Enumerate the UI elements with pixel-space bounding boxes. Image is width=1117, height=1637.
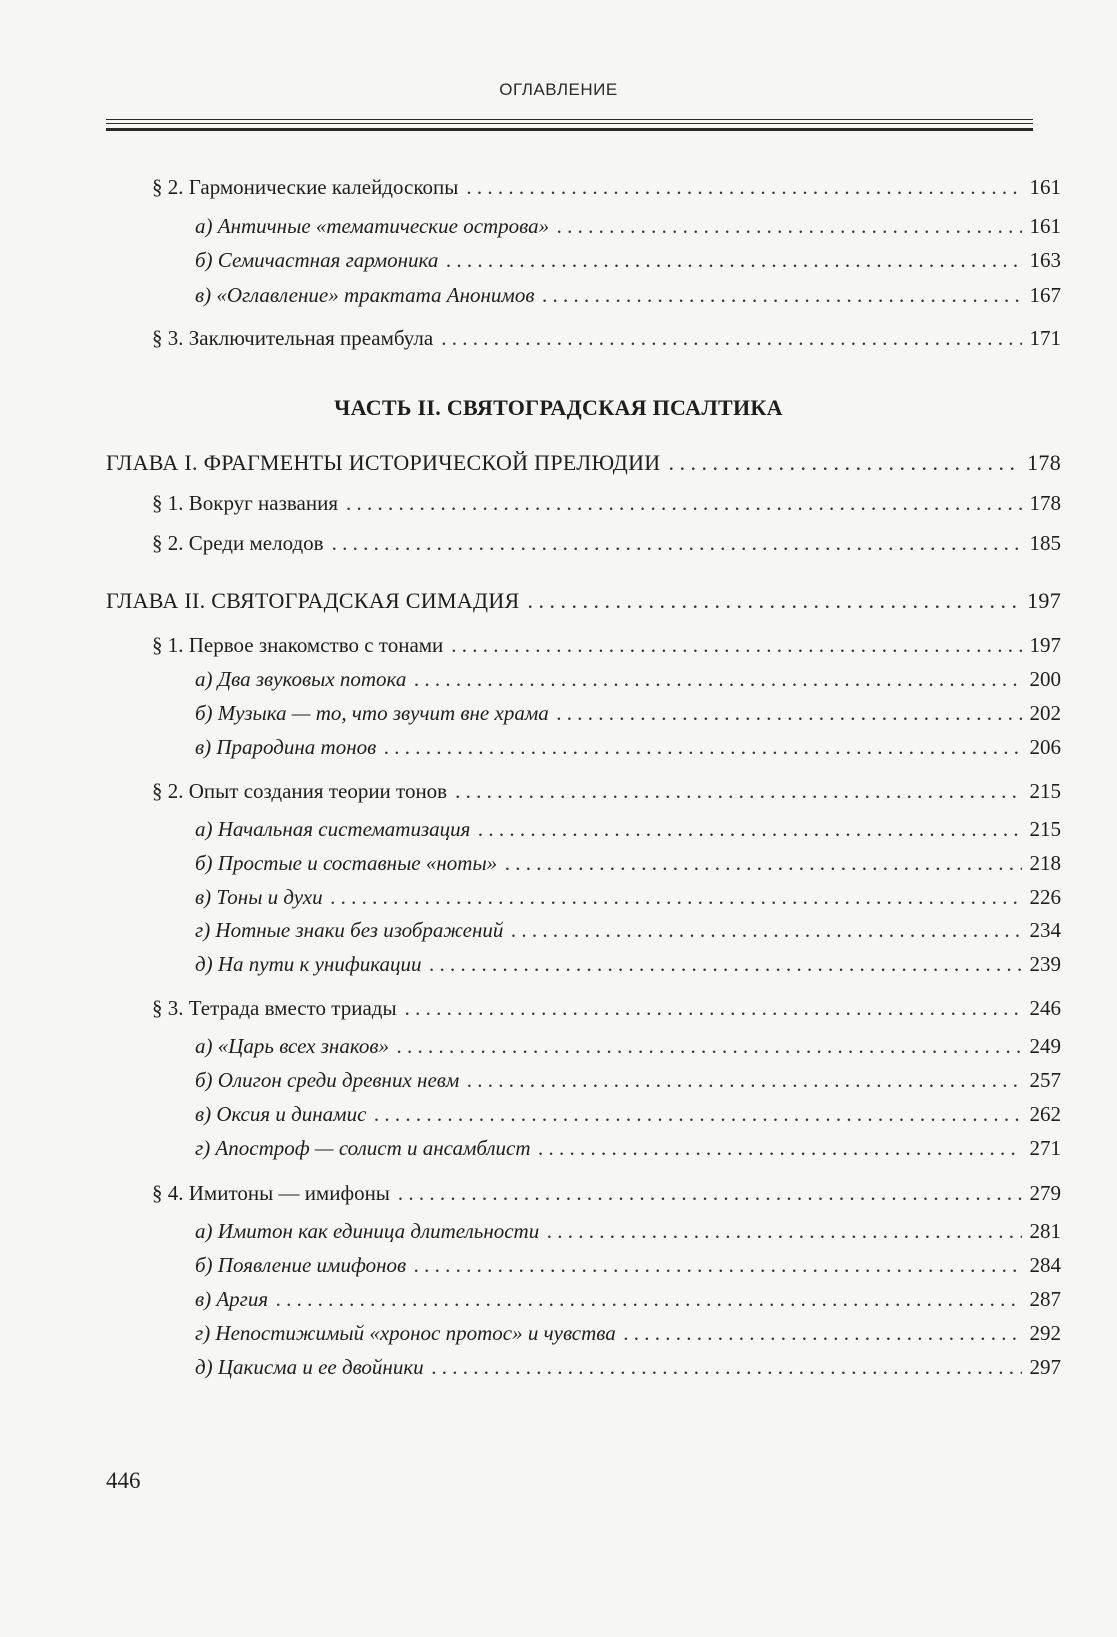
toc-entry-label: а) Имитон как единица длительности: [195, 1219, 540, 1243]
toc-page-number: 163: [1029, 248, 1061, 272]
toc-page-number: 161: [1029, 214, 1061, 238]
toc-entry-label: § 2. Среди мелодов: [152, 531, 324, 555]
toc-subsection-entry[interactable]: [195, 1252, 1061, 1278]
dot-leader: [478, 816, 1021, 842]
toc-entry-label: а) Античные «тематические острова»: [195, 214, 550, 238]
header-rule-thick: [106, 128, 1033, 131]
toc-entry-label: в) Аргия: [195, 1287, 269, 1311]
toc-page-number: 271: [1029, 1136, 1061, 1160]
dot-leader: [374, 1101, 1021, 1127]
toc-section-entry[interactable]: [152, 530, 1061, 556]
toc-entry-label: а) «Царь всех знаков»: [195, 1034, 389, 1058]
toc-entry-label: в) Тоны и духи: [195, 885, 323, 909]
toc-page-number: 262: [1029, 1102, 1061, 1126]
toc-subsection-entry[interactable]: [195, 884, 1061, 910]
header-rule-thin: [106, 119, 1033, 120]
toc-subsection-entry[interactable]: [195, 1320, 1061, 1346]
toc-entry-label: а) Два звуковых потока: [195, 667, 407, 691]
toc-entry-label: § 2. Гармонические калейдоскопы: [152, 175, 459, 199]
toc-page-number: 246: [1029, 996, 1061, 1020]
dot-leader: [331, 884, 1022, 910]
toc-page-number: 215: [1029, 779, 1061, 803]
toc-page-number: 171: [1029, 326, 1061, 350]
dot-leader: [539, 1135, 1022, 1161]
toc-subsection-entry[interactable]: [195, 213, 1061, 239]
toc-entry-label: г) Нотные знаки без изображений: [195, 918, 504, 942]
toc-page-number: 167: [1029, 283, 1061, 307]
toc-subsection-entry[interactable]: [195, 247, 1061, 273]
toc-page-number: 284: [1029, 1253, 1061, 1277]
toc-page-number: 185: [1029, 531, 1061, 555]
toc-entry-label: ГЛАВА II. СВЯТОГРАДСКАЯ СИМАДИЯ: [106, 588, 520, 613]
toc-subsection-entry[interactable]: [195, 700, 1061, 726]
toc-page-number: 215: [1029, 817, 1061, 841]
dot-leader: [441, 325, 1021, 351]
toc-page-number: 257: [1029, 1068, 1061, 1092]
toc-subsection-entry[interactable]: [195, 1067, 1061, 1093]
toc-page-number: 249: [1029, 1034, 1061, 1058]
toc-page-number: 178: [1029, 491, 1061, 515]
toc-section-entry[interactable]: [152, 325, 1061, 351]
toc-subsection-entry[interactable]: [195, 1218, 1061, 1244]
toc-page-number: 161: [1029, 175, 1061, 199]
dot-leader: [384, 734, 1021, 760]
dot-leader: [505, 850, 1021, 876]
toc-entry-label: § 1. Вокруг названия: [152, 491, 338, 515]
dot-leader: [398, 1180, 1022, 1206]
dot-leader: [451, 632, 1021, 658]
toc-entry-label: г) Апостроф — солист и ансамблист: [195, 1136, 531, 1160]
toc-page-number: 297: [1029, 1355, 1061, 1379]
toc-page-number: 206: [1029, 735, 1061, 759]
dot-leader: [276, 1286, 1021, 1312]
toc-entry-label: § 3. Заключительная преамбула: [152, 326, 434, 350]
toc-page-number: 178: [1027, 450, 1061, 475]
dot-leader: [430, 951, 1022, 977]
toc-page-number: 234: [1029, 918, 1061, 942]
toc-chapter-entry[interactable]: [106, 450, 1061, 476]
toc-entry-label: б) Олигон среди древних невм: [195, 1068, 460, 1092]
dot-leader: [346, 490, 1022, 516]
toc-page-number: 281: [1029, 1219, 1061, 1243]
toc-entry-label: б) Простые и составные «ноты»: [195, 851, 498, 875]
toc-page-number: 200: [1029, 667, 1061, 691]
toc-subsection-entry[interactable]: [195, 1286, 1061, 1312]
toc-section-entry[interactable]: [152, 778, 1061, 804]
dot-leader: [528, 588, 1020, 614]
toc-entry-label: § 1. Первое знакомство с тонами: [152, 633, 444, 657]
toc-subsection-entry[interactable]: [195, 1101, 1061, 1127]
toc-entry-label: а) Начальная систематизация: [195, 817, 471, 841]
toc-page-number: 279: [1029, 1181, 1061, 1205]
toc-entry-label: б) Появление имифонов: [195, 1253, 407, 1277]
toc-subsection-entry[interactable]: [195, 1033, 1061, 1059]
toc-subsection-entry[interactable]: [195, 850, 1061, 876]
dot-leader: [397, 1033, 1022, 1059]
toc-subsection-entry[interactable]: [195, 951, 1061, 977]
dot-leader: [414, 666, 1021, 692]
dot-leader: [557, 700, 1022, 726]
toc-page-number: 287: [1029, 1287, 1061, 1311]
toc-entry-label: б) Музыка — то, что звучит вне храма: [195, 701, 549, 725]
toc-page-number: 202: [1029, 701, 1061, 725]
toc-subsection-entry[interactable]: [195, 917, 1061, 943]
dot-leader: [332, 530, 1022, 556]
toc-entry-label: в) Прародина тонов: [195, 735, 377, 759]
toc-subsection-entry[interactable]: [195, 666, 1061, 692]
dot-leader: [446, 247, 1021, 273]
dot-leader: [547, 1218, 1021, 1244]
toc-subsection-entry[interactable]: [195, 734, 1061, 760]
dot-leader: [557, 213, 1021, 239]
toc-page-number: 218: [1029, 851, 1061, 875]
toc-section-entry[interactable]: [152, 995, 1061, 1021]
dot-leader: [466, 174, 1021, 200]
toc-entry-label: в) Оксия и динамис: [195, 1102, 367, 1126]
toc-entry-label: д) На пути к унификации: [195, 952, 422, 976]
toc-page-number: 197: [1027, 588, 1061, 613]
dot-leader: [668, 450, 1019, 476]
page-number-folio: 446: [106, 1468, 141, 1493]
toc-section-entry[interactable]: [152, 174, 1061, 200]
toc-subsection-entry[interactable]: [195, 1354, 1061, 1380]
toc-page-number: 197: [1029, 633, 1061, 657]
toc-section-entry[interactable]: [152, 632, 1061, 658]
toc-entry-label: д) Цакисма и ее двойники: [195, 1355, 424, 1379]
toc-section-entry[interactable]: [152, 1180, 1061, 1206]
toc-entry-label: § 2. Опыт создания теории тонов: [152, 779, 448, 803]
toc-entry-label: в) «Оглавление» трактата Анонимов: [195, 283, 535, 307]
toc-entry-label: б) Семичастная гармоника: [195, 248, 439, 272]
toc-page-number: 292: [1029, 1321, 1061, 1345]
toc-subsection-entry[interactable]: [195, 282, 1061, 308]
running-head: ОГЛАВЛЕНИЕ: [499, 80, 618, 99]
toc-entry-label: § 4. Имитоны — имифоны: [152, 1181, 390, 1205]
toc-entry-label: § 3. Тетрада вместо триады: [152, 996, 397, 1020]
toc-entry-label: г) Непостижимый «хронос протос» и чувства: [195, 1321, 616, 1345]
dot-leader: [511, 917, 1021, 943]
toc-chapter-entry[interactable]: [106, 588, 1061, 614]
dot-leader: [432, 1354, 1022, 1380]
dot-leader: [542, 282, 1021, 308]
toc-entry-label: ГЛАВА I. ФРАГМЕНТЫ ИСТОРИЧЕСКОЙ ПРЕЛЮДИИ: [106, 450, 661, 475]
toc-page-number: 226: [1029, 885, 1061, 909]
toc-subsection-entry[interactable]: [195, 816, 1061, 842]
part-heading[interactable]: ЧАСТЬ II. СВЯТОГРАДСКАЯ ПСАЛТИКА: [334, 395, 783, 420]
dot-leader: [414, 1252, 1021, 1278]
toc-subsection-entry[interactable]: [195, 1135, 1061, 1161]
header-rule-thin: [106, 123, 1033, 124]
dot-leader: [405, 995, 1022, 1021]
dot-leader: [624, 1320, 1022, 1346]
toc-section-entry[interactable]: [152, 490, 1061, 516]
toc-page-number: 239: [1029, 952, 1061, 976]
dot-leader: [455, 778, 1021, 804]
dot-leader: [467, 1067, 1021, 1093]
